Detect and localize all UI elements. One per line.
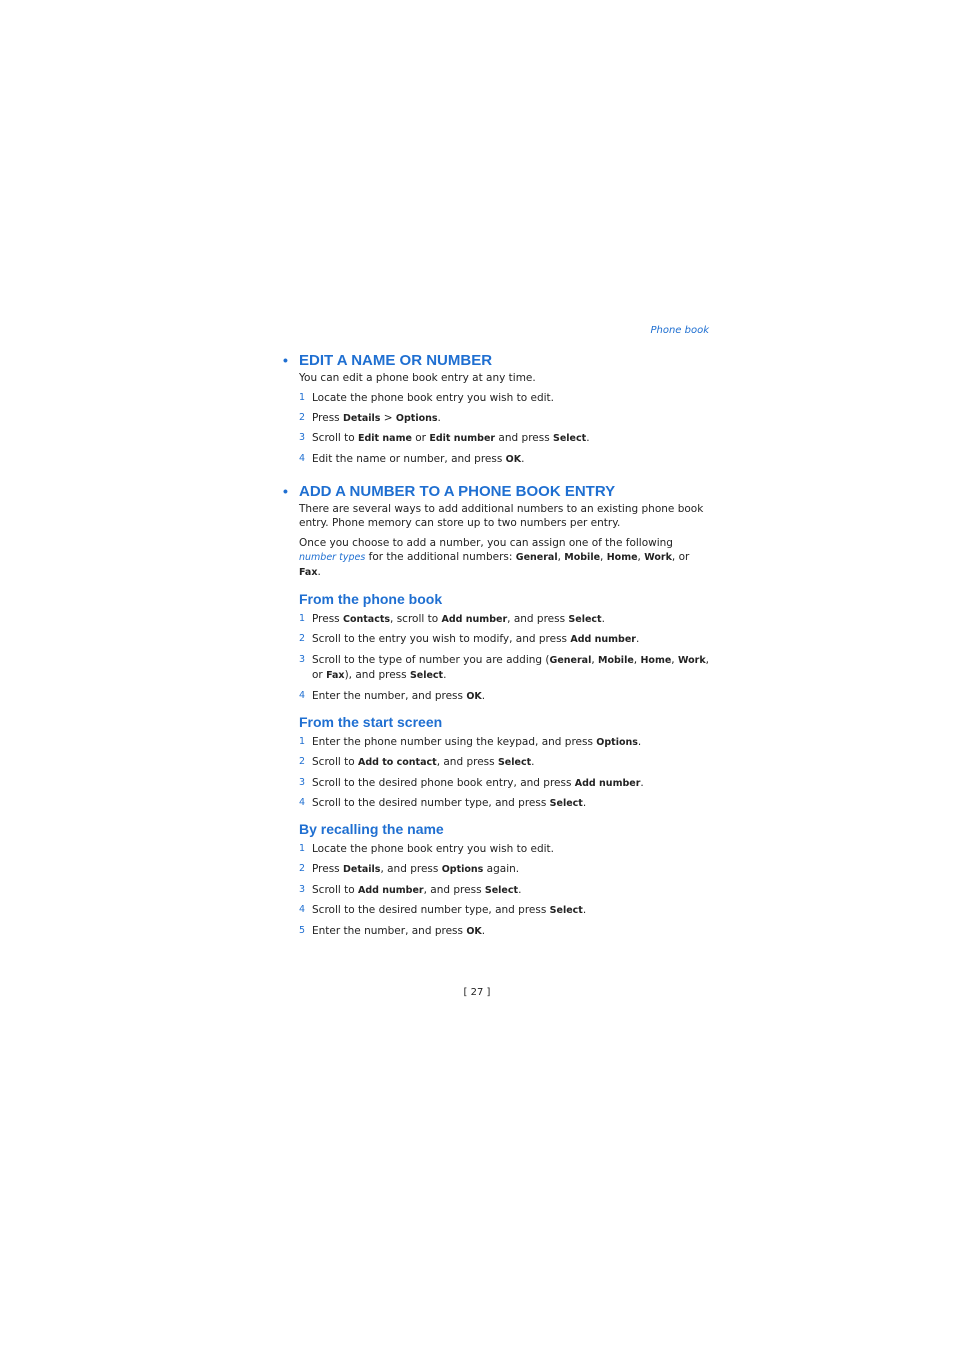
edit-steps	[299, 391, 713, 467]
add-paragraph-1: There are several ways to add additional numbers to an existing phone book entry. Phone memory can store up to two numbers per entry.	[299, 502, 704, 529]
section-heading-add	[283, 481, 713, 502]
list-item: 4 Enter the number, and press OK.	[299, 689, 486, 702]
edit-intro: You can edit a phone book entry at any time.	[299, 372, 536, 384]
list-item: 4 Edit the name or number, and press OK.	[299, 452, 525, 465]
subheading-from-start-screen: From the start screen	[299, 713, 443, 730]
by-recalling-steps	[299, 842, 713, 938]
section-add-body	[299, 502, 713, 939]
from-phone-book-steps	[299, 612, 713, 704]
section-heading-add-text: ADD A NUMBER TO A PHONE BOOK ENTRY	[299, 482, 616, 500]
list-item: 3 Scroll to the type of number you are adding (General, Mobile, Home, Work, or Fax), and press Select.	[299, 653, 709, 681]
list-item: 1 Locate the phone book entry you wish to edit.	[299, 392, 554, 404]
section-heading-edit-text: EDIT A NAME OR NUMBER	[299, 352, 493, 369]
list-item: 2 Press Details, and press Options again.	[299, 862, 520, 875]
bullet-icon: •	[283, 352, 288, 368]
subheading-by-recalling-name: By recalling the name	[299, 821, 444, 838]
section-heading-edit	[283, 350, 713, 371]
add-paragraph-2: Once you choose to add a number, you can assign one of the following number types for the additional numbers: General, Mobile, Home, Work, or Fax.	[299, 536, 690, 578]
list-item: 3 Scroll to the desired phone book entry, and press Add number.	[299, 776, 644, 789]
page-number: [ 27 ]	[463, 987, 491, 998]
page-content	[283, 350, 713, 944]
number-types-link[interactable]: number types	[299, 551, 366, 563]
from-start-screen-steps	[299, 735, 713, 812]
list-item: 4 Scroll to the desired number type, and press Select.	[299, 797, 587, 810]
bullet-icon: •	[283, 482, 288, 499]
section-edit-body	[299, 371, 713, 467]
list-item: 1 Press Contacts, scroll to Add number, and press Select.	[299, 612, 605, 625]
list-item: 2 Scroll to the entry you wish to modify, and press Add number.	[299, 633, 640, 646]
list-item: 2 Scroll to Add to contact, and press Select.	[299, 756, 535, 769]
list-item: 2 Press Details > Options.	[299, 411, 441, 424]
list-item: 1 Locate the phone book entry you wish to edit.	[299, 843, 554, 856]
list-item: 5 Enter the number, and press OK.	[299, 924, 486, 937]
subheading-from-phone-book: From the phone book	[299, 590, 443, 607]
list-item: 3 Scroll to Add number, and press Select.	[299, 883, 522, 896]
list-item: 4 Scroll to the desired number type, and press Select.	[299, 904, 587, 917]
list-item: 1 Enter the phone number using the keypad, and press Options.	[299, 735, 642, 748]
running-header: Phone book	[650, 325, 709, 336]
list-item: 3 Scroll to Edit name or Edit number and press Select.	[299, 432, 590, 445]
